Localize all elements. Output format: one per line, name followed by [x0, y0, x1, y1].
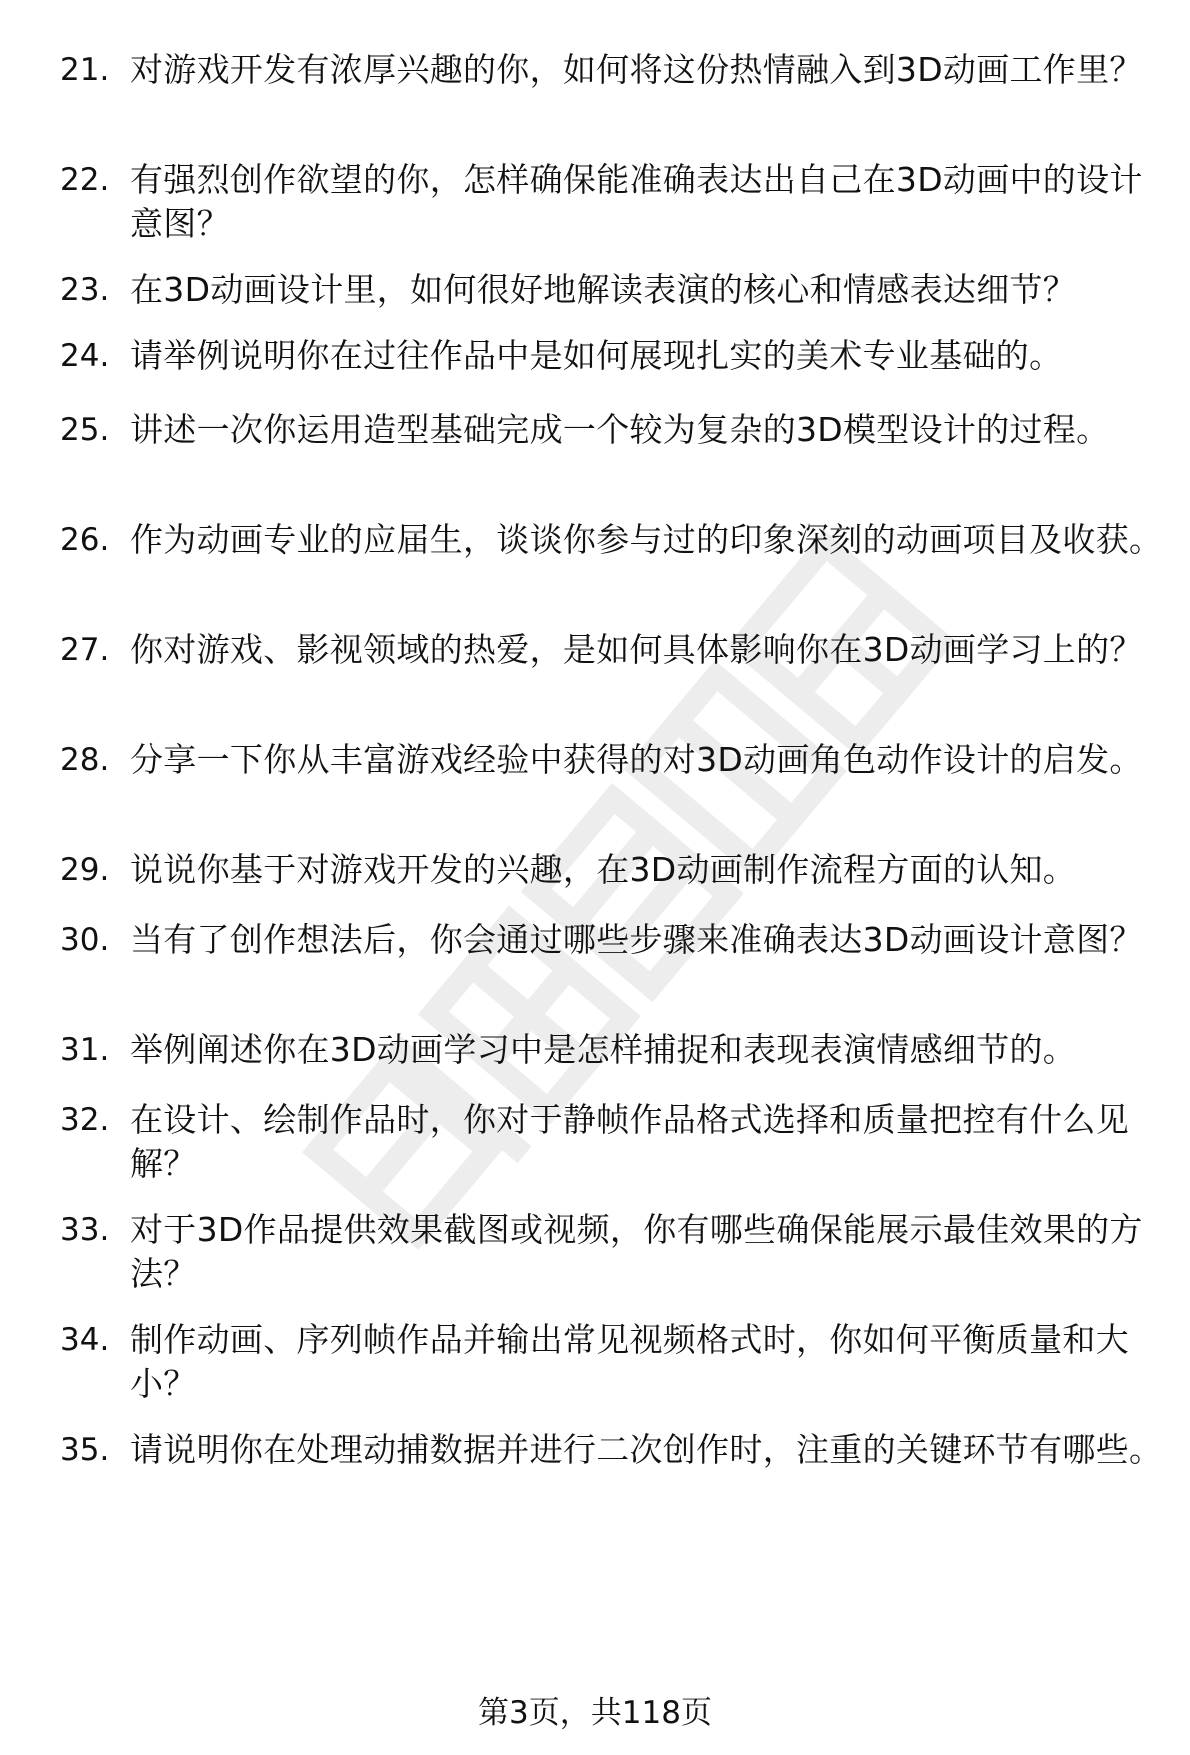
question-text: 你对游戏、影视领域的热爱，是如何具体影响你在3D动画学习上的？ [130, 630, 1143, 669]
question-text: 在3D动画设计里，如何很好地解读表演的核心和情感表达细节？ [130, 270, 1077, 309]
question-number: 22. [60, 162, 110, 198]
question-text: 请举例说明你在过往作品中是如何展现扎实的美术专业基础的。 [130, 336, 1063, 375]
question-number: 32. [60, 1102, 110, 1138]
question-text: 举例阐述你在3D动画学习中是怎样捕捉和表现表演情感细节的。 [130, 1030, 1077, 1069]
question-number: 31. [60, 1032, 110, 1068]
question-number: 35. [60, 1432, 110, 1468]
question-text: 作为动画专业的应届生，谈谈你参与过的印象深刻的动画项目及收获。 [130, 520, 1163, 559]
question-number: 25. [60, 412, 110, 448]
question-number: 30. [60, 922, 110, 958]
question-text: 制作动画、序列帧作品并输出常见视频格式时，你如何平衡质量和大小？ [130, 1320, 1129, 1403]
question-number: 21. [60, 52, 110, 88]
question-number: 33. [60, 1212, 110, 1248]
question-text: 分享一下你从丰富游戏经验中获得的对3D动画角色动作设计的启发。 [130, 740, 1143, 779]
question-number: 27. [60, 632, 110, 668]
page-footer: 第3页，共118页 [478, 1695, 712, 1731]
question-text: 在设计、绘制作品时，你对于静帧作品格式选择和质量把控有什么见解？ [130, 1100, 1129, 1183]
question-text: 有强烈创作欲望的你，怎样确保能准确表达出自己在3D动画中的设计意图？ [130, 160, 1143, 243]
question-number: 23. [60, 272, 110, 308]
question-number: 34. [60, 1322, 110, 1358]
question-number: 28. [60, 742, 110, 778]
question-text: 对于3D作品提供效果截图或视频，你有哪些确保能展示最佳效果的方法？ [130, 1210, 1143, 1293]
question-text: 对游戏开发有浓厚兴趣的你，如何将这份热情融入到3D动画工作里？ [130, 50, 1143, 89]
question-number: 29. [60, 852, 110, 888]
question-text: 当有了创作想法后，你会通过哪些步骤来准确表达3D动画设计意图？ [130, 920, 1143, 959]
question-text: 请说明你在处理动捕数据并进行二次创作时，注重的关键环节有哪些。 [130, 1430, 1163, 1469]
question-text: 讲述一次你运用造型基础完成一个较为复杂的3D模型设计的过程。 [130, 410, 1110, 449]
question-number: 26. [60, 522, 110, 558]
question-number: 24. [60, 338, 110, 374]
question-text: 说说你基于对游戏开发的兴趣，在3D动画制作流程方面的认知。 [130, 850, 1077, 889]
